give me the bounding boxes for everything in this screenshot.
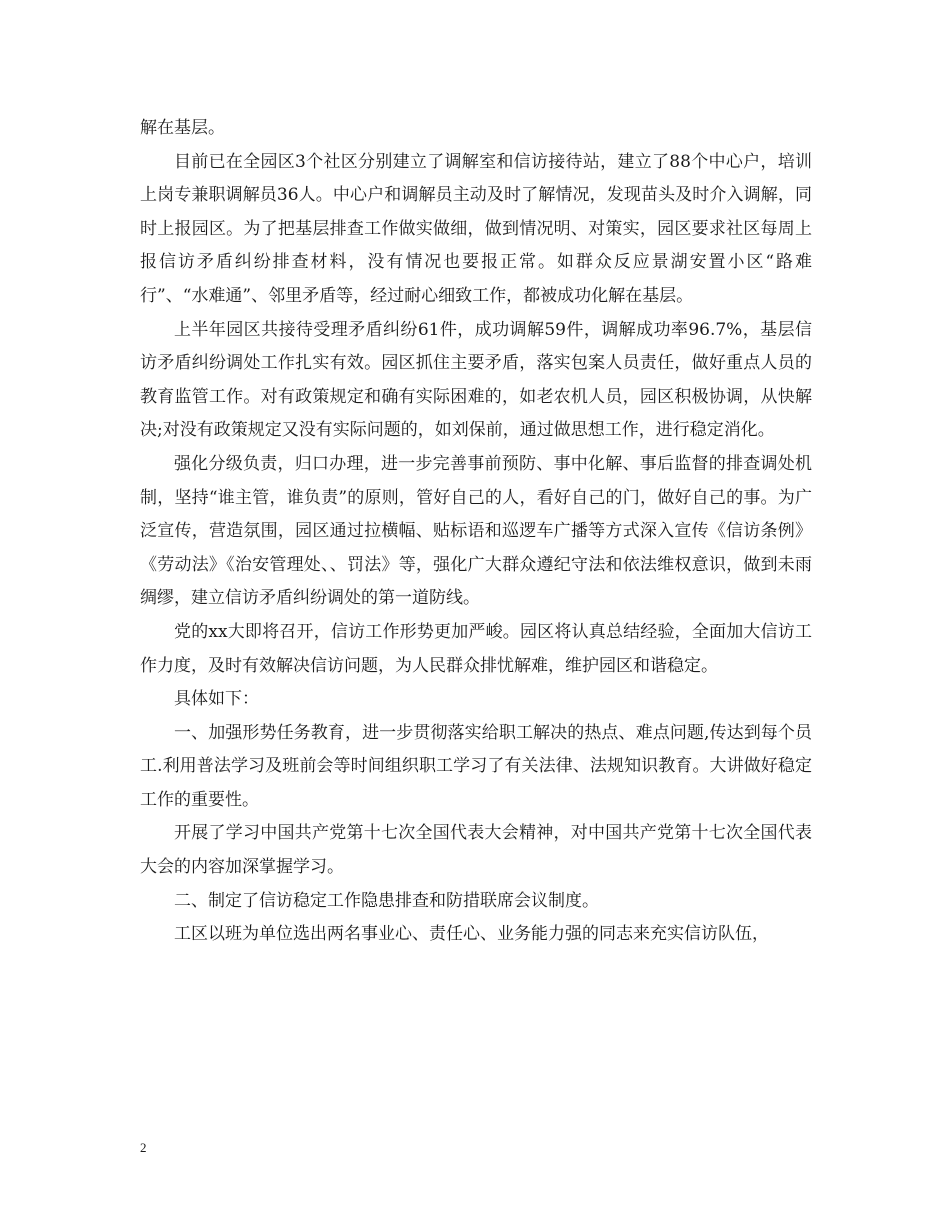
paragraph: 一、加强形势任务教育，进一步贯彻落实给职工解决的热点、难点问题,传达到每个员工.利用普法学习及班前会等时间组织职工学习了有关法律、法规知识教育。大讲做好稳定工作的重要性。 — [140, 722, 812, 810]
paragraph: 强化分级负责，归口办理，进一步完善事前预防、事中化解、事后监督的排查调处机制，坚持“谁主管，谁负责”的原则，管好自己的人，看好自己的门，做好自己的事。为广泛宣传，营造氛围，园区通过拉横幅、贴标语和巡逻车广播等方式深入宣传《信访条例》《劳动法》《治安管理处、、罚法》等，强化广大群众遵纪守法和依法维权意识，做到未雨绸缪，建立信访矛盾纠纷调处的第一道防线。 — [140, 453, 812, 609]
paragraph: 二、制定了信访稳定工作隐患排查和防措联席会议制度。 — [174, 890, 599, 911]
page-number: 2 — [140, 1140, 147, 1155]
paragraph: 具体如下： — [174, 689, 259, 710]
paragraph: 解在基层。 — [140, 118, 225, 138]
paragraph: 党的xx大即将召开，信访工作形势更加严峻。园区将认真总结经验，全面加大信访工作力度，及时有效解决信访问题，为人民群众排忧解难，维护园区和谐稳定。 — [140, 621, 812, 676]
paragraph: 工区以班为单位选出两名事业心、责任心、业务能力强的同志来充实信访队伍， — [174, 924, 769, 945]
document-body — [140, 112, 812, 952]
paragraph: 上半年园区共接待受理矛盾纠纷61件，成功调解59件，调解成功率96.7%，基层信访矛盾纠纷调处工作扎实有效。园区抓住主要矛盾，落实包案人员责任，做好重点人员的教育监管工作。对有政策规定和确有实际困难的，如老农机人员，园区积极协调，从快解决;对没有政策规定又没有实际问题的，如刘保前，通过做思想工作，进行稳定消化。 — [140, 319, 812, 441]
paragraph: 开展了学习中国共产党第十七次全国代表大会精神，对中国共产党第十七次全国代表大会的内容加深掌握学习。 — [140, 823, 812, 878]
paragraph: 目前已在全园区3个社区分别建立了调解室和信访接待站，建立了88个中心户，培训上岗专兼职调解员36人。中心户和调解员主动及时了解情况，发现苗头及时介入调解，同时上报园区。为了把基层排查工作做实做细，做到情况明、对策实，园区要求社区每周上报信访矛盾纠纷排查材料，没有情况也要报正常。如群众反应景湖安置小区“路难行”、“水难通”、邻里矛盾等，经过耐心细致工作，都被成功化解在基层。 — [140, 151, 812, 306]
